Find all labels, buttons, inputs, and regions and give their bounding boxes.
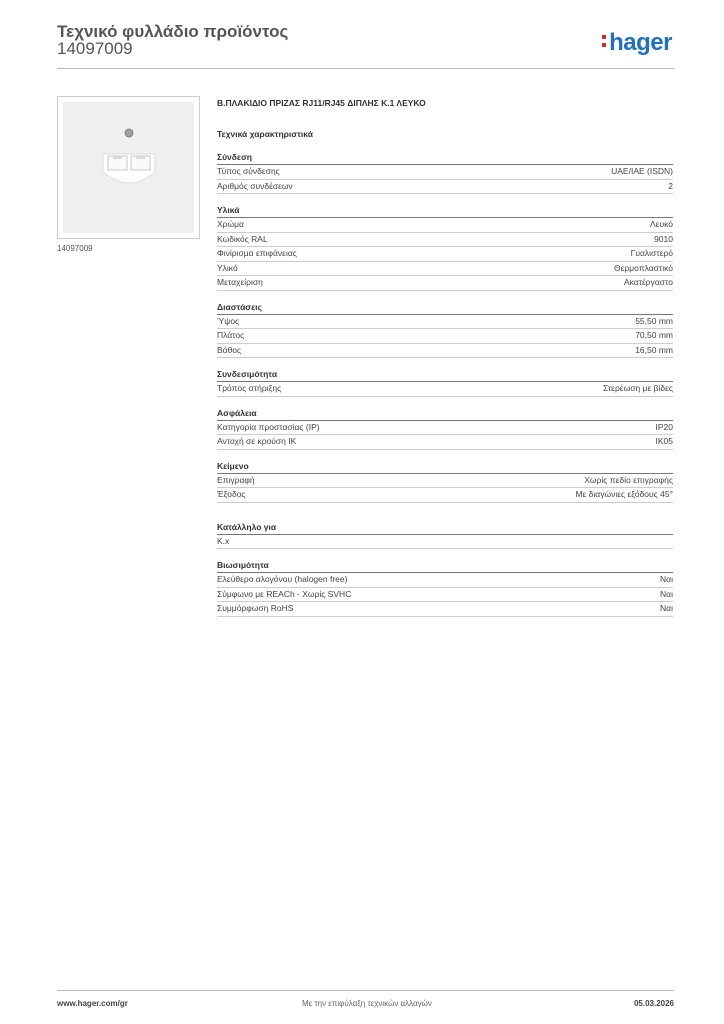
footer-note: Με την επιφύλαξη τεχνικών αλλαγών [302, 999, 432, 1008]
spec-label: Πλάτος [217, 330, 245, 340]
spec-row [217, 276, 673, 291]
spec-value: UAE/IAE (ISDN) [611, 166, 673, 176]
socket-plate-icon [63, 102, 196, 235]
spec-value: IK05 [655, 436, 673, 446]
section-heading: Κατάλληλο για [217, 521, 673, 535]
tech-heading: Τεχνικά χαρακτηριστικά [217, 129, 313, 139]
spec-label: Βάθος [217, 344, 242, 355]
spec-row [217, 165, 673, 180]
spec-section [217, 368, 673, 397]
document-title: Τεχνικό φυλλάδιο προϊόντος [57, 22, 289, 41]
spec-label: Αριθμός συνδέσεων [217, 180, 293, 191]
spec-value: IP20 [655, 421, 673, 432]
page-header [57, 22, 674, 68]
spec-value: Γυαλιστερό [630, 248, 673, 258]
footer-divider [57, 990, 674, 991]
spec-label: K.x [217, 535, 230, 546]
spec-row [217, 344, 673, 359]
product-plate [63, 102, 194, 233]
footer-website[interactable]: www.hager.com/gr [57, 999, 128, 1008]
image-caption: 14097009 [57, 244, 93, 253]
product-code: 14097009 [57, 39, 133, 58]
spec-value: Ναι [660, 588, 673, 599]
spec-label: Ελεύθερο αλογόνου (halogen free) [217, 574, 348, 584]
section-heading: Υλικά [217, 204, 673, 218]
section-heading: Συνδεσιμότητα [217, 368, 673, 382]
spec-label: Συμμόρφωση RoHS [217, 603, 294, 613]
spec-value: 2 [668, 180, 673, 191]
spec-label: Σύμφωνο με REACh - Χωρίς SVHC [217, 588, 352, 599]
spec-section [217, 151, 673, 194]
section-heading: Κείμενο [217, 460, 673, 474]
spec-value: Ακατέργαστο [623, 277, 673, 287]
product-image [57, 96, 200, 239]
spec-label: Τύπος σύνδεσης [217, 166, 280, 176]
header-divider [57, 68, 674, 69]
spec-row [217, 180, 673, 195]
section-heading: Ασφάλεια [217, 407, 673, 421]
spec-value: Στερέωση με βίδες [602, 383, 673, 393]
spec-row [217, 329, 673, 344]
spec-section [217, 301, 673, 359]
spec-section [217, 559, 673, 617]
spec-label: Χρώμα [217, 219, 244, 229]
spec-value: Θερμοπλαστικό [613, 262, 673, 273]
spec-row [217, 488, 673, 503]
spec-label: Μεταχείριση [217, 277, 263, 287]
spec-value: Χωρίς πεδίο επιγραφής [584, 474, 673, 485]
spec-label: Υλικό [217, 262, 238, 273]
spec-row [217, 421, 673, 436]
spec-row [217, 474, 673, 489]
spec-value: 16,50 mm [635, 344, 673, 355]
spec-section [217, 460, 673, 503]
spec-row [217, 233, 673, 248]
spec-row [217, 588, 673, 603]
spec-row [217, 315, 673, 330]
section-heading: Διαστάσεις [217, 301, 673, 315]
spec-label: Κατηγορία προστασίας (IP) [217, 421, 320, 432]
product-name: Β.ΠΛΑΚΙΔΙΟ ΠΡΙΖΑΣ RJ11/RJ45 ΔΙΠΛΗΣ Κ.1 ΛΕΥΚΟ [217, 98, 426, 108]
spec-label: Φινίρισμα επιφάνειας [217, 248, 297, 258]
spec-value: Με διαγώνιες εξόδους 45° [575, 489, 673, 499]
spec-value: Λευκό [650, 219, 673, 229]
spec-value: Ναι [660, 574, 673, 584]
spec-row [217, 602, 673, 617]
spec-value: 70,50 mm [635, 330, 673, 340]
hager-logo: hager [602, 29, 672, 57]
spec-sections [217, 151, 673, 617]
spec-row [217, 435, 673, 450]
spec-value: 55,50 mm [635, 315, 673, 326]
spec-section [217, 407, 673, 450]
spec-section [217, 204, 673, 291]
spec-row [217, 535, 673, 550]
section-heading: Σύνδεση [217, 151, 673, 165]
section-heading: Βιωσιμότητα [217, 559, 673, 573]
spec-content [217, 96, 673, 617]
spec-label: Τρόπος στήριξης [217, 383, 282, 393]
spec-row [217, 382, 673, 397]
spec-value: 9010 [654, 233, 673, 244]
spec-value: Ναι [660, 603, 673, 613]
spec-row [217, 218, 673, 233]
spec-label: Έξοδος [217, 489, 246, 499]
spec-label: Επιγραφή [217, 474, 255, 485]
spec-row [217, 247, 673, 262]
spec-label: Ύψος [217, 315, 240, 326]
logo-dots-icon [602, 35, 607, 51]
spec-row [217, 262, 673, 277]
footer-date: 05.03.2026 [633, 999, 674, 1008]
spec-row [217, 573, 673, 588]
spec-label: Αντοχή σε κρούση IK [217, 436, 297, 446]
spec-label: Κωδικός RAL [217, 233, 268, 244]
spec-section [217, 521, 673, 550]
